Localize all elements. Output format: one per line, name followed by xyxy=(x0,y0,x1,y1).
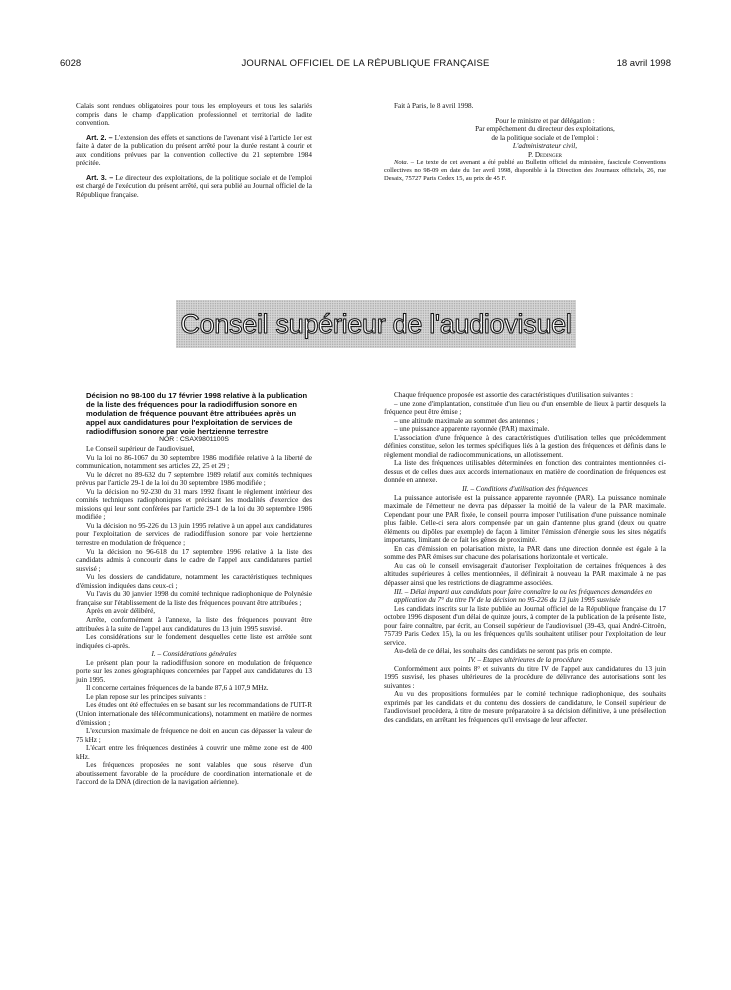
page-number: 6028 xyxy=(60,58,82,69)
section-1-body xyxy=(76,659,312,787)
signature-name: P. Dedinger xyxy=(528,150,562,159)
signature-line: Pour le ministre et par délégation : xyxy=(495,116,595,125)
article-3 xyxy=(76,174,312,200)
article-label: Art. 2. – xyxy=(86,132,113,142)
paragraph: Chaque fréquence proposée est assortie des caractéristiques d'utilisation suivantes : xyxy=(394,391,634,399)
paragraph: Vu la décision no 96-618 du 17 septembre 1996 relative à la liste des candidats admis à concourir dans le cadre de l'appel aux candidatures partiel susvisé ; xyxy=(76,547,312,573)
paragraph: Vu la loi no 86-1067 du 30 septembre 1986 modifiée relative à la liberté de communication, notamment ses articles 22, 25 et 29 ; xyxy=(76,453,312,471)
top-right-column xyxy=(384,102,666,183)
paragraph: – une zone d'implantation, constituée d'un lieu ou d'un ensemble de lieux à partir desquels la fréquence peut être émise ; xyxy=(384,399,666,417)
paragraph: Vu la décision no 95-226 du 13 juin 1995 relative à un appel aux candidatures pour l'exploitation de services de radiodiffusion sonore par voie hertzienne terrestre en modulation de fréquence ; xyxy=(76,521,312,548)
nota-text: Le texte de cet avenant a été publié au Bulletin officiel du ministère, fascicule Conventions collectives no 98-09 en date du 1er avril 1998, disponible à la Direction des Journaux officiels, 26, rue Desaix, 75727 Paris Cedex 15, au prix de 45 F. xyxy=(384,159,666,183)
section-4-body xyxy=(384,665,666,725)
paragraph: Les fréquences proposées ne sont valables que sous réserve d'un aboutissement favorable de la procédure de coordination internationale et de l'accord de la DNA (direction de la navigation aérienne). xyxy=(76,761,312,787)
signature-line: de la politique sociale et de l'emploi : xyxy=(491,133,599,142)
paragraph: Vu le décret no 89-632 du 7 septembre 1989 relatif aux comités techniques prévus par l'article 29-1 de la loi du 30 septembre 1986 modifiée ; xyxy=(76,470,312,488)
paragraph: Au cas où le conseil envisagerait d'autoriser l'exploitation de certaines fréquences à des altitudes supérieures à celles mentionnées, il définirait à nouveau la PAR maximale à ne pas dépasser ainsi que les restrictions de diagramme associées. xyxy=(384,561,666,588)
paragraph: L'association d'une fréquence à des caractéristiques d'utilisation telles que précédemment définies constitue, selon les termes spécifiques liés à la gestion des fréquences et définis dans le règlement mondial de radiocommunications, un allotissement. xyxy=(384,433,666,459)
paragraph: Les candidats inscrits sur la liste publiée au Journal officiel de la République française du 17 octobre 1996 disposent d'un délai de quinze jours, à compter de la publication de la présente liste, pour faire connaître, par écrit, au Conseil supérieur de l'audiovisuel (39-43, quai André-Citroën, 75739 Paris Cedex 15), la ou les fréquences qu'ils souhaitent utiliser pour l'exploitation de leur service. xyxy=(384,604,666,647)
paragraph: Vu la décision no 92-230 du 31 mars 1992 fixant le règlement intérieur des comités techniques radiophoniques et précisant les modalités d'exercice des missions qui leur sont conférées par l'article 29-1 de la loi du 30 septembre 1986 modifiée ; xyxy=(76,487,312,522)
decision-preamble xyxy=(76,445,312,650)
paragraph: Au-delà de ce délai, les souhaits des candidats ne seront pas pris en compte. xyxy=(394,647,613,656)
paragraph: Les considérations sur le fondement desquelles cette liste est arrêtée sont indiquées ci-après. xyxy=(76,633,312,650)
paragraph: La puissance autorisée est la puissance apparente rayonnée (PAR). La puissance nominale maximale de l'émetteur ne devra pas dépasser la moitié de la valeur de la PAR maximale. Cependant pour une PAR fixée, le conseil pourra imposer l'utilisation d'une puissance nominale plus faible. Celle-ci sera alors compensée par un gain d'antenne plus grand (deux ou quatre éléments ou dipôles par exemple) de façon à limiter l'émission d'énergie sous les sites négatifs importants, limitant de ce fait les gênes de proximité. xyxy=(384,493,666,545)
paragraph: La liste des fréquences utilisables déterminées en fonction des contraintes mentionnées ci-dessus et de celles dues aux accords internationaux en matière de coordination de fréquences est donnée en annexe. xyxy=(384,459,666,485)
signature-date: Fait à Paris, le 8 avril 1998. xyxy=(394,102,474,110)
signature-block xyxy=(384,117,666,160)
paragraph: – une puissance apparente rayonnée (PAR) maximale. xyxy=(394,425,550,434)
paragraph: Vu l'avis du 30 janvier 1998 du comité technique radiophonique de Polynésie française sur l'établissement de la liste des fréquences pouvant être attribuées ; xyxy=(76,590,312,607)
section-4-title: IV. – Etapes ultérieures de la procédure xyxy=(468,655,582,664)
paragraph: Vu les dossiers de candidature, notamment les caractéristiques techniques d'émission indiquées dans ceux-ci ; xyxy=(76,573,312,590)
decision-title: Décision no 98-100 du 17 février 1998 relative à la publication de la liste des fréquences pour la radiodiffusion sonore en modulation de fréquence pouvant être attribuées après un appel aux candidatures pour l'exploitation de services de radiodiffusion sonore par voie hertzienne terrestre xyxy=(86,391,308,437)
paragraph: Les études ont été effectuées en se basant sur les recommandations de l'UIT-R (Union internationale des télécommunications), notamment en matière de normes d'émission ; xyxy=(76,701,312,727)
top-left-column xyxy=(76,102,312,199)
article-text: Le directeur des exploitations, de la politique sociale et de l'emploi est chargé de l'exécution du présent arrêté, qui sera publié au Journal officiel de la République française. xyxy=(76,173,312,199)
paragraph: Calais sont rendues obligatoires pour tous les employeurs et tous les salariés compris dans le champ d'application professionnel et territorial de ladite convention. xyxy=(76,102,312,128)
decision-column xyxy=(76,391,312,787)
section-2-body xyxy=(384,494,666,588)
article-text: L'extension des effets et sanctions de l'avenant visé à l'article 1er est faite à dater de la publication du présent arrêté pour la durée restant à courir et aux conditions prévues par la convention collective du 21 septembre 1984 précitée. xyxy=(76,133,312,168)
bullet-list xyxy=(384,400,666,434)
signature-line: Par empêchement du directeur des exploitations, xyxy=(475,125,615,134)
paragraph: – une altitude maximale au sommet des antennes ; xyxy=(394,416,539,425)
paragraph: Au vu des propositions formulées par le comité technique radiophonique, des souhaits exprimés par les candidats et du contenu des dossiers de candidature, le Conseil supérieur de l'audiovisuel procèdera, à titre de mesure préparatoire à sa décision définitive, à une présélection des candidats, en arrêtant les fréquences qu'il envisage de leur affecter. xyxy=(384,690,666,724)
nota xyxy=(384,159,666,183)
nor-reference: NOR : CSAX9801100S xyxy=(159,436,229,444)
signature-line: L'administrateur civil, xyxy=(512,142,578,151)
banner-title: Conseil supérieur de l'audiovisuel xyxy=(180,308,572,339)
section-2-title: II. – Conditions d'utilisation des fréquences xyxy=(462,485,588,494)
paragraph: Le Conseil supérieur de l'audiovisuel, xyxy=(86,445,195,454)
paragraph: Le présent plan pour la radiodiffusion sonore en modulation de fréquence porte sur les zones géographiques concernées par l'appel aux candidatures du 13 juin 1995. xyxy=(76,658,312,684)
nota-label: Nota. – xyxy=(394,159,415,167)
paragraph: En cas d'émission en polarisation mixte, la PAR dans une direction donnée est égale à la somme des PAR émises sur chacune des polarisations horizontale et verticale. xyxy=(384,544,666,562)
paragraph: L'excursion maximale de fréquence ne doit en aucun cas dépasser la valeur de 75 kHz ; xyxy=(76,727,312,744)
article-2 xyxy=(76,134,312,168)
issue-date: 18 avril 1998 xyxy=(616,58,671,69)
section-banner xyxy=(176,300,576,348)
journal-title: JOURNAL OFFICIEL DE LA RÉPUBLIQUE FRANÇAISE xyxy=(241,58,490,69)
page-header xyxy=(60,58,671,72)
article-label: Art. 3. – xyxy=(86,172,114,182)
paragraph: Après en avoir délibéré, xyxy=(86,607,156,616)
paragraph: Arrête, conformément à l'annexe, la liste des fréquences pouvant être attribuées à la suite de l'appel aux candidatures du 13 juin 1995 susvisé. xyxy=(76,615,312,633)
paragraph: Le plan repose sur les principes suivants : xyxy=(86,692,206,701)
right-paragraphs xyxy=(384,434,666,485)
paragraph: Conformément aux points 8° et suivants du titre IV de l'appel aux candidatures du 13 juin 1995 susvisé, les phases ultérieures de la procédure de délivrance des autorisations sont les suivantes : xyxy=(384,664,666,690)
right-column xyxy=(384,391,666,724)
paragraph: Il concerne certaines fréquences de la bande 87,6 à 107,9 MHz. xyxy=(86,684,269,693)
section-3-body xyxy=(384,605,666,656)
section-1-title: I. – Considérations générales xyxy=(151,650,237,659)
paragraph: L'écart entre les fréquences destinées à couvrir une même zone est de 400 kHz. xyxy=(76,744,312,761)
section-3-title: III. – Délai imparti aux candidats pour faire connaître la ou les fréquences demandées en application du 7° du titre IV de la décision no 95-226 du 13 juin 1995 susvisée xyxy=(394,587,652,605)
